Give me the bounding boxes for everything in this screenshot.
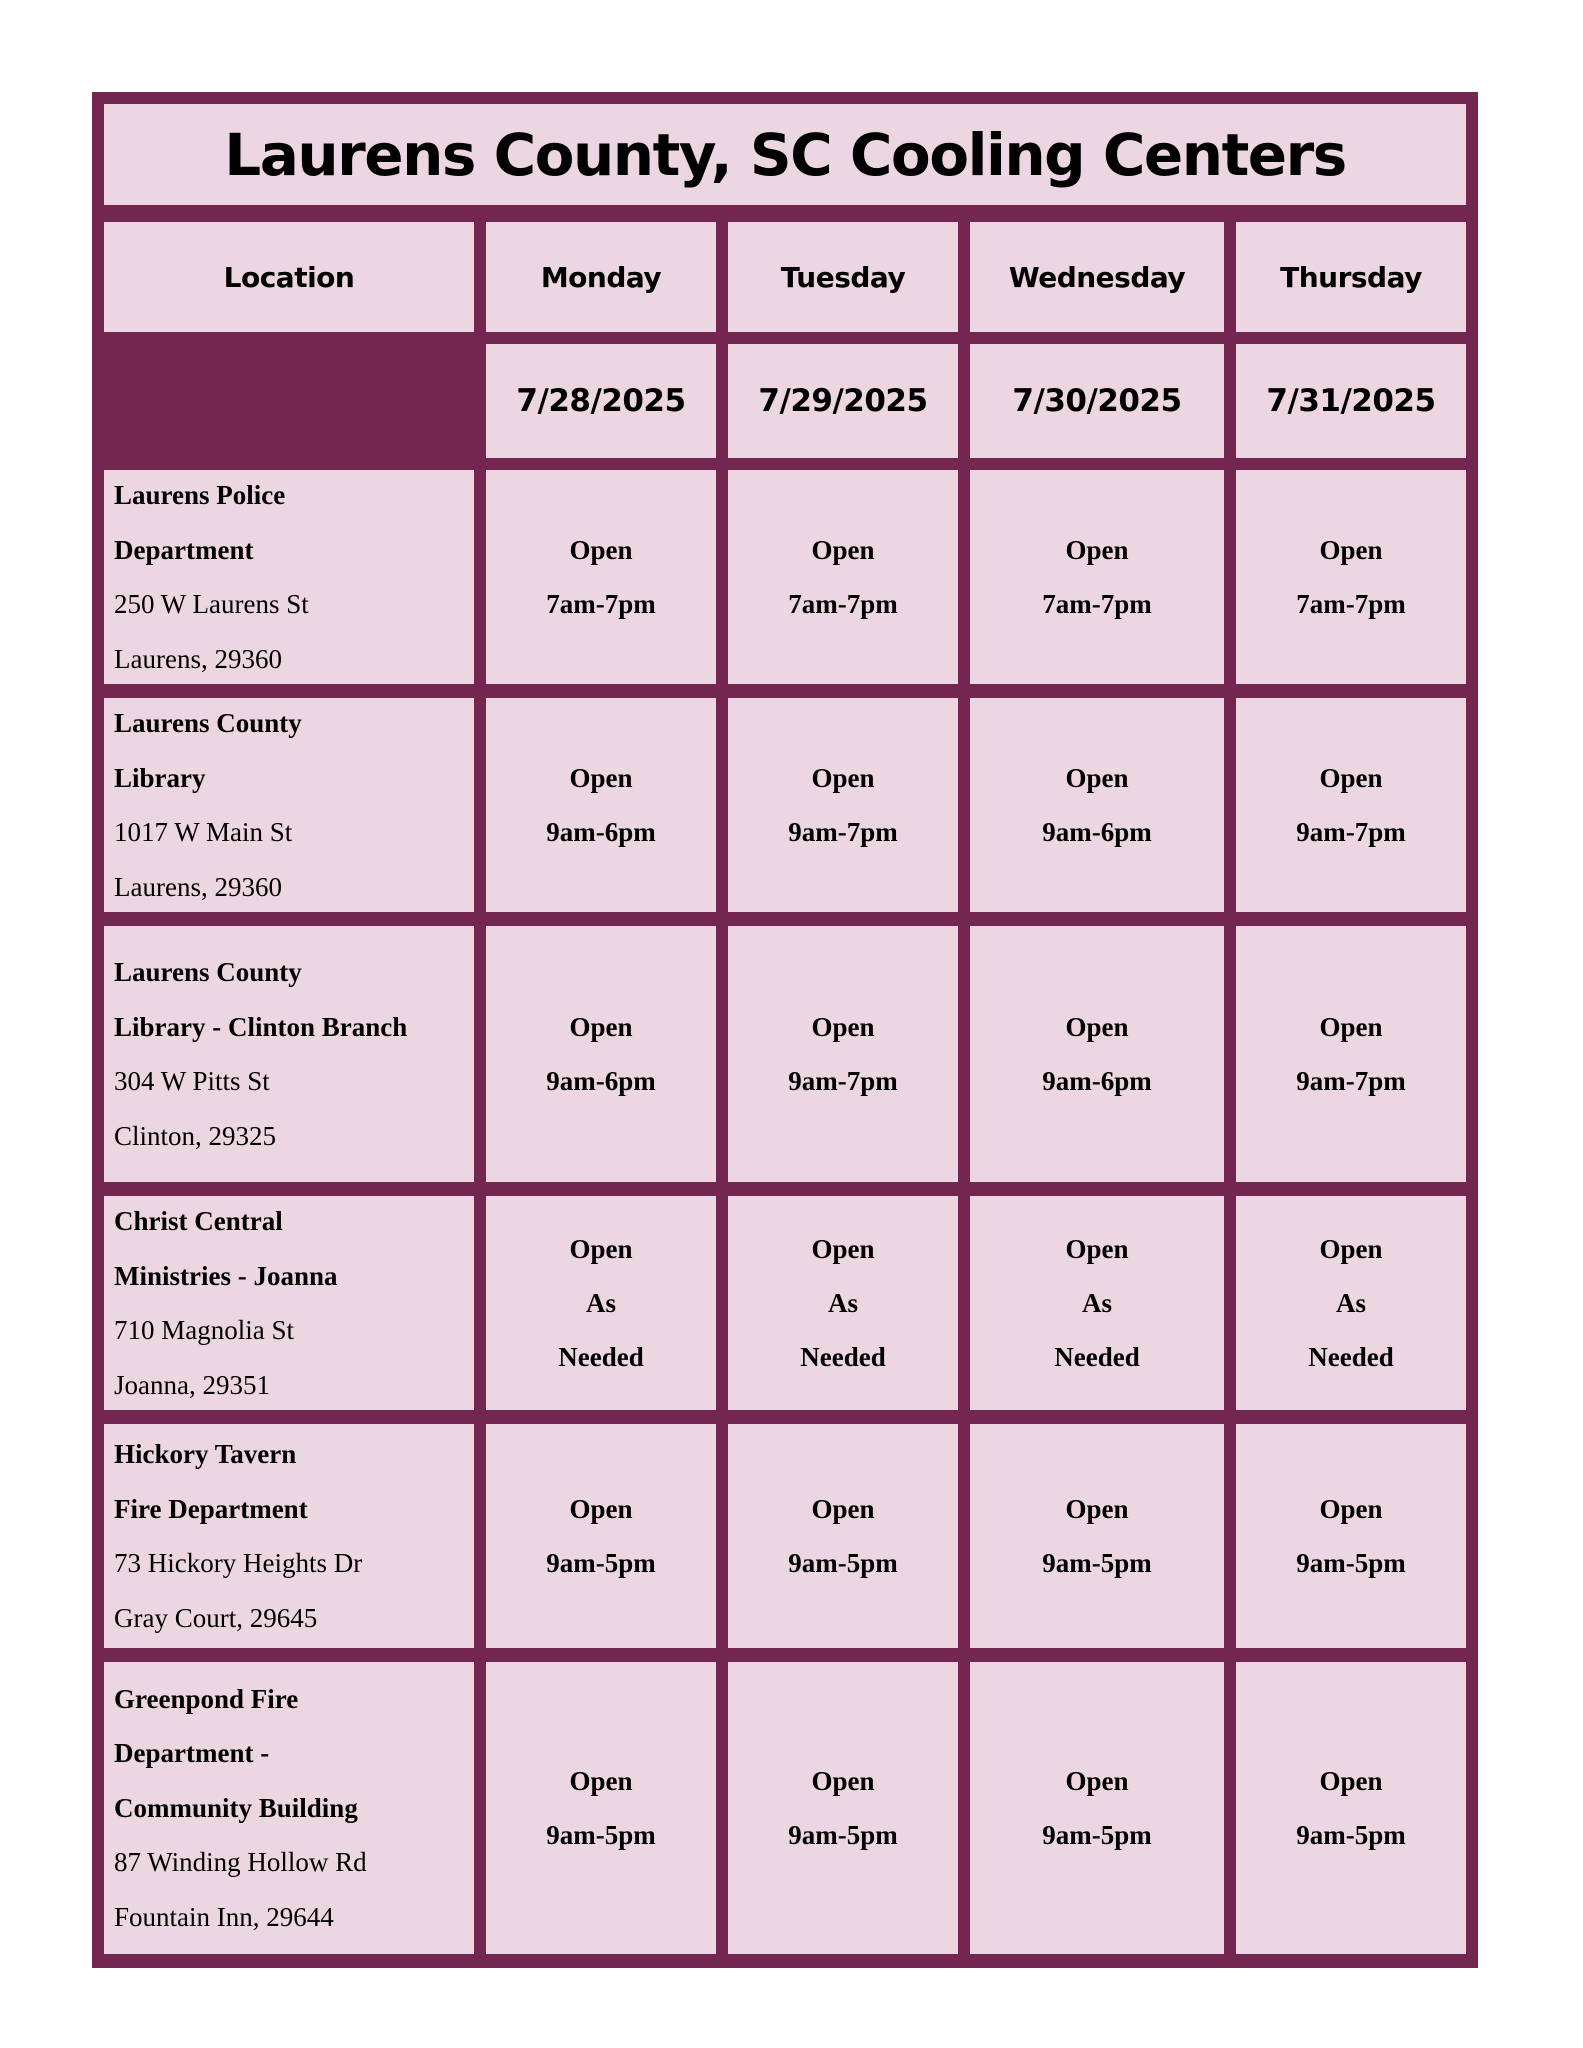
day-header-label: Thursday bbox=[1280, 260, 1422, 294]
hours-line: Open bbox=[569, 1012, 633, 1042]
date-header bbox=[486, 344, 716, 458]
hours-line: Open bbox=[1319, 1494, 1383, 1524]
hours-line: Open bbox=[1065, 763, 1129, 793]
day-header bbox=[1236, 222, 1466, 332]
hours-cell bbox=[486, 1424, 716, 1648]
location-cell bbox=[104, 470, 474, 684]
hours-cell bbox=[728, 470, 958, 684]
location-name-line: Fire Department bbox=[114, 1493, 308, 1524]
day-header bbox=[486, 222, 716, 332]
date-header bbox=[728, 344, 958, 458]
hours-cell bbox=[728, 1196, 958, 1410]
hours-line: 7am-7pm bbox=[1296, 589, 1406, 619]
location-address-line: Laurens, 29360 bbox=[114, 871, 282, 902]
hours-cell bbox=[728, 926, 958, 1182]
location-cell bbox=[104, 1424, 474, 1648]
location-name-line: Greenpond Fire bbox=[114, 1683, 299, 1714]
location-name-line: Laurens County bbox=[114, 957, 302, 987]
hours-cell bbox=[1236, 470, 1466, 684]
hours-line: Open bbox=[1065, 1012, 1129, 1042]
location-name-line: Ministries - Joanna bbox=[114, 1260, 338, 1291]
hours-line: Open bbox=[811, 1012, 875, 1042]
hours-line: 9am-5pm bbox=[1042, 1820, 1152, 1850]
location-name-line: Department bbox=[114, 534, 254, 565]
date-header bbox=[970, 344, 1224, 458]
location-name-line: Laurens County bbox=[114, 708, 302, 738]
hours-line: 9am-6pm bbox=[1042, 817, 1152, 847]
hours-cell bbox=[970, 1662, 1224, 1954]
hours-line: Open bbox=[569, 1234, 633, 1264]
hours-cell bbox=[486, 698, 716, 912]
hours-line: 9am-7pm bbox=[788, 817, 898, 847]
hours-line: Open bbox=[811, 1494, 875, 1524]
hours-line: Open bbox=[1319, 1234, 1383, 1264]
hours-line: 7am-7pm bbox=[1042, 589, 1152, 619]
hours-line: 9am-7pm bbox=[1296, 1066, 1406, 1096]
location-name-line: Library bbox=[114, 762, 206, 793]
date-header-label: 7/28/2025 bbox=[516, 383, 686, 419]
hours-line: As bbox=[1335, 1288, 1366, 1318]
hours-cell bbox=[1236, 1196, 1466, 1410]
location-name-line: Laurens Police bbox=[114, 480, 286, 510]
hours-line: 9am-6pm bbox=[1042, 1066, 1152, 1096]
hours-line: Open bbox=[811, 763, 875, 793]
hours-line: Open bbox=[1319, 1012, 1383, 1042]
hours-line: Open bbox=[1319, 1766, 1383, 1796]
hours-line: Open bbox=[569, 1766, 633, 1796]
location-cell bbox=[104, 926, 474, 1182]
hours-line: Open bbox=[1319, 535, 1383, 565]
hours-line: As bbox=[585, 1288, 616, 1318]
hours-line: As bbox=[1081, 1288, 1112, 1318]
hours-line: 9am-7pm bbox=[1296, 817, 1406, 847]
hours-cell bbox=[970, 1196, 1224, 1410]
hours-line: 9am-5pm bbox=[1296, 1820, 1406, 1850]
location-address-line: 304 W Pitts St bbox=[114, 1066, 270, 1096]
hours-line: Open bbox=[1065, 1234, 1129, 1264]
hours-cell bbox=[486, 926, 716, 1182]
hours-line: As bbox=[827, 1288, 858, 1318]
hours-cell bbox=[1236, 1424, 1466, 1648]
location-address-line: Clinton, 29325 bbox=[114, 1120, 277, 1151]
hours-line: 9am-5pm bbox=[546, 1820, 656, 1850]
location-address-line: 1017 W Main St bbox=[114, 817, 293, 847]
location-name-line: Community Building bbox=[114, 1792, 358, 1823]
hours-cell bbox=[1236, 1662, 1466, 1954]
location-name-line: Hickory Tavern bbox=[114, 1439, 297, 1469]
hours-line: Needed bbox=[800, 1342, 886, 1372]
hours-line: 9am-6pm bbox=[546, 1066, 656, 1096]
location-address-line: 250 W Laurens St bbox=[114, 589, 309, 619]
hours-line: Open bbox=[1065, 1766, 1129, 1796]
hours-line: Needed bbox=[1308, 1342, 1394, 1372]
hours-line: 9am-5pm bbox=[788, 1820, 898, 1850]
day-header bbox=[970, 222, 1224, 332]
hours-line: Open bbox=[569, 763, 633, 793]
hours-cell bbox=[970, 926, 1224, 1182]
hours-line: Open bbox=[569, 1494, 633, 1524]
hours-cell bbox=[970, 698, 1224, 912]
date-header bbox=[1236, 344, 1466, 458]
hours-line: 9am-5pm bbox=[788, 1548, 898, 1578]
hours-line: 9am-7pm bbox=[788, 1066, 898, 1096]
hours-cell bbox=[970, 1424, 1224, 1648]
date-header-label: 7/29/2025 bbox=[758, 383, 928, 419]
location-cell bbox=[104, 1196, 474, 1410]
location-header-label: Location bbox=[223, 260, 355, 294]
hours-cell bbox=[486, 1196, 716, 1410]
location-cell bbox=[104, 1662, 474, 1954]
hours-line: Open bbox=[569, 535, 633, 565]
hours-line: Open bbox=[1065, 535, 1129, 565]
hours-line: Needed bbox=[1054, 1342, 1140, 1372]
hours-line: Open bbox=[811, 535, 875, 565]
hours-line: 9am-5pm bbox=[1296, 1548, 1406, 1578]
location-address-line: 73 Hickory Heights Dr bbox=[114, 1548, 363, 1578]
hours-line: Needed bbox=[558, 1342, 644, 1372]
hours-cell bbox=[1236, 698, 1466, 912]
location-name-line: Library - Clinton Branch bbox=[114, 1011, 408, 1042]
location-name-line: Department - bbox=[114, 1738, 270, 1769]
location-address-line: 87 Winding Hollow Rd bbox=[114, 1847, 367, 1878]
location-address-line: Laurens, 29360 bbox=[114, 643, 282, 674]
hours-line: Open bbox=[1065, 1494, 1129, 1524]
location-header bbox=[104, 222, 474, 332]
hours-line: 9am-6pm bbox=[546, 817, 656, 847]
location-address-line: Fountain Inn, 29644 bbox=[114, 1901, 334, 1932]
location-name-line: Christ Central bbox=[114, 1206, 283, 1236]
location-address-line: Gray Court, 29645 bbox=[114, 1602, 318, 1633]
location-address-line: Joanna, 29351 bbox=[114, 1369, 270, 1400]
hours-line: Open bbox=[811, 1234, 875, 1264]
hours-cell bbox=[970, 470, 1224, 684]
location-cell bbox=[104, 698, 474, 912]
hours-line: Open bbox=[1319, 763, 1383, 793]
hours-line: 7am-7pm bbox=[546, 589, 656, 619]
hours-cell bbox=[728, 1424, 958, 1648]
cooling-centers-table bbox=[92, 92, 1478, 1968]
day-header bbox=[728, 222, 958, 332]
hours-line: 9am-5pm bbox=[1042, 1548, 1152, 1578]
title-cell bbox=[104, 104, 1466, 205]
date-header-label: 7/30/2025 bbox=[1012, 383, 1182, 419]
day-header-label: Monday bbox=[540, 260, 662, 294]
location-address-line: 710 Magnolia St bbox=[114, 1315, 294, 1345]
hours-line: Open bbox=[811, 1766, 875, 1796]
hours-cell bbox=[728, 698, 958, 912]
hours-cell bbox=[728, 1662, 958, 1954]
page-title: Laurens County, SC Cooling Centers bbox=[224, 120, 1346, 189]
day-header-label: Wednesday bbox=[1008, 260, 1186, 294]
hours-cell bbox=[1236, 926, 1466, 1182]
hours-cell bbox=[486, 1662, 716, 1954]
date-header-label: 7/31/2025 bbox=[1266, 383, 1436, 419]
hours-line: 7am-7pm bbox=[788, 589, 898, 619]
hours-cell bbox=[486, 470, 716, 684]
hours-line: 9am-5pm bbox=[546, 1548, 656, 1578]
day-header-label: Tuesday bbox=[780, 260, 906, 294]
